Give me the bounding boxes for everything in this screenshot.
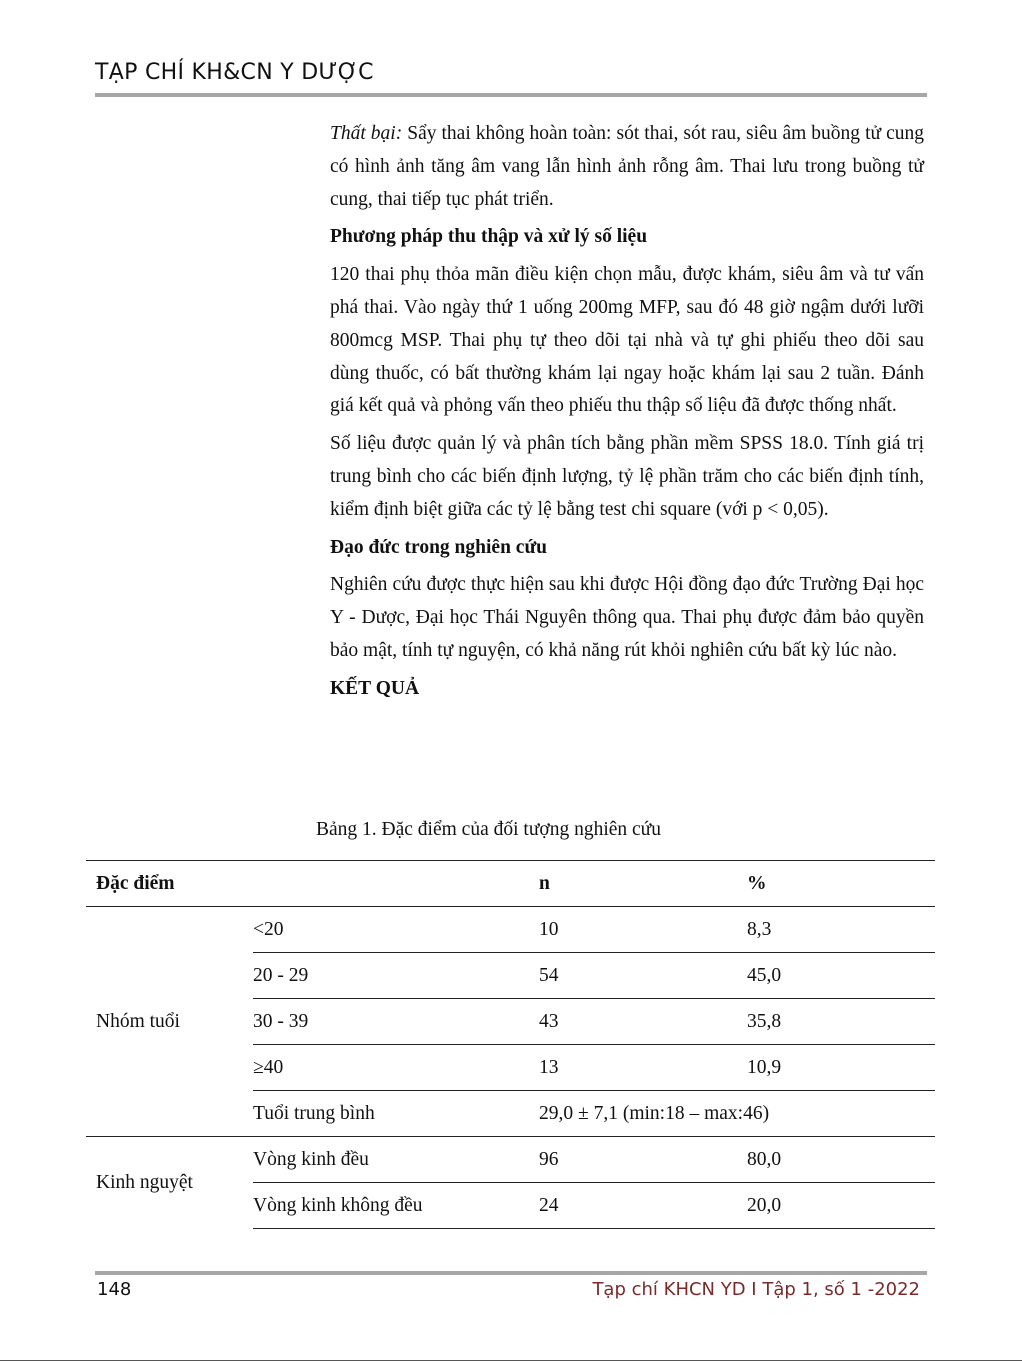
page-bottom-border	[0, 1360, 1022, 1361]
heading-ethics: Đạo đức trong nghiên cứu	[330, 536, 547, 558]
journal-footer: Tạp chí KHCN YD I Tập 1, số 1 -2022	[592, 1279, 920, 1300]
row-n: 13	[539, 1045, 747, 1091]
row-n: 54	[539, 953, 747, 999]
group-menses: Kinh nguyệt	[86, 1137, 253, 1229]
row-label: 20 - 29	[253, 953, 539, 999]
row-percent: 80,0	[747, 1137, 935, 1183]
row-n: 24	[539, 1183, 747, 1229]
row-n: 43	[539, 999, 747, 1045]
row-label: ≥40	[253, 1045, 539, 1091]
row-percent: 35,8	[747, 999, 935, 1045]
row-percent: 10,9	[747, 1045, 935, 1091]
failure-lead: Thất bại:	[330, 123, 403, 144]
failure-text: Sẩy thai không hoàn toàn: sót thai, sót rau, siêu âm buồng tử cung có hình ảnh tăng âm vang lẫn hình ảnh rỗng âm. Thai lưu trong buồng tử cung, thai tiếp tục phát triển.	[330, 123, 924, 210]
row-n: 96	[539, 1137, 747, 1183]
row-label: Vòng kinh đều	[253, 1137, 539, 1183]
table-caption: Bảng 1. Đặc điểm của đối tượng nghiên cứu	[316, 819, 661, 840]
methods-paragraph-1: 120 thai phụ thỏa mãn điều kiện chọn mẫu, được khám, siêu âm và tư vấn phá thai. Vào ngày thứ 1 uống 200mg MFP, sau đó 48 giờ ngậm dưới lưỡi 800mcg MSP. Thai phụ tự theo dõi tại nhà và tự ghi phiếu theo dõi sau dùng thuốc, có bất thường khám lại ngay hoặc khám lại sau 2 tuần. Đánh giá kết quả và phỏng vấn theo phiếu thu thập số liệu đã được thống nhất.	[330, 264, 924, 417]
table-row	[86, 907, 935, 953]
heading-results: KẾT QUẢ	[330, 677, 420, 699]
failure-paragraph	[330, 118, 924, 216]
footer-rule	[95, 1271, 927, 1275]
mean-age-label: Tuổi trung bình	[253, 1091, 539, 1137]
group-age: Nhóm tuổi	[86, 907, 253, 1137]
header-rule	[95, 93, 927, 97]
heading-methods: Phương pháp thu thập và xử lý số liệu	[330, 226, 648, 248]
row-n: 10	[539, 907, 747, 953]
row-percent: 8,3	[747, 907, 935, 953]
table-row	[86, 1137, 935, 1183]
body-text	[330, 118, 924, 711]
row-label: Vòng kinh không đều	[253, 1183, 539, 1229]
methods-paragraph-2: Số liệu được quản lý và phân tích bằng phần mềm SPSS 18.0. Tính giá trị trung bình cho các biến định lượng, tỷ lệ phần trăm cho các biến định tính, kiểm định biệt giữa các tỷ lệ bằng test chi square (với p < 0,05).	[330, 433, 924, 520]
ethics-paragraph: Nghiên cứu được thực hiện sau khi được Hội đồng đạo đức Trường Đại học Y - Dược, Đại học Thái Nguyên thông qua. Thai phụ được đảm bảo quyền bảo mật, tính tự nguyện, có khả năng rút khỏi nghiên cứu bất kỳ lúc nào.	[330, 574, 924, 661]
running-title: TẠP CHÍ KH&CN Y DƯỢC	[95, 60, 374, 85]
header-percent: %	[747, 861, 935, 907]
characteristics-table	[86, 860, 935, 1229]
row-label: 30 - 39	[253, 999, 539, 1045]
row-label: <20	[253, 907, 539, 953]
row-percent: 20,0	[747, 1183, 935, 1229]
header-characteristic: Đặc điểm	[86, 861, 539, 907]
row-percent: 45,0	[747, 953, 935, 999]
header-n: n	[539, 861, 747, 907]
page-number: 148	[97, 1279, 132, 1300]
mean-age-value: 29,0 ± 7,1 (min:18 – max:46)	[539, 1091, 935, 1137]
table-header-row	[86, 861, 935, 907]
